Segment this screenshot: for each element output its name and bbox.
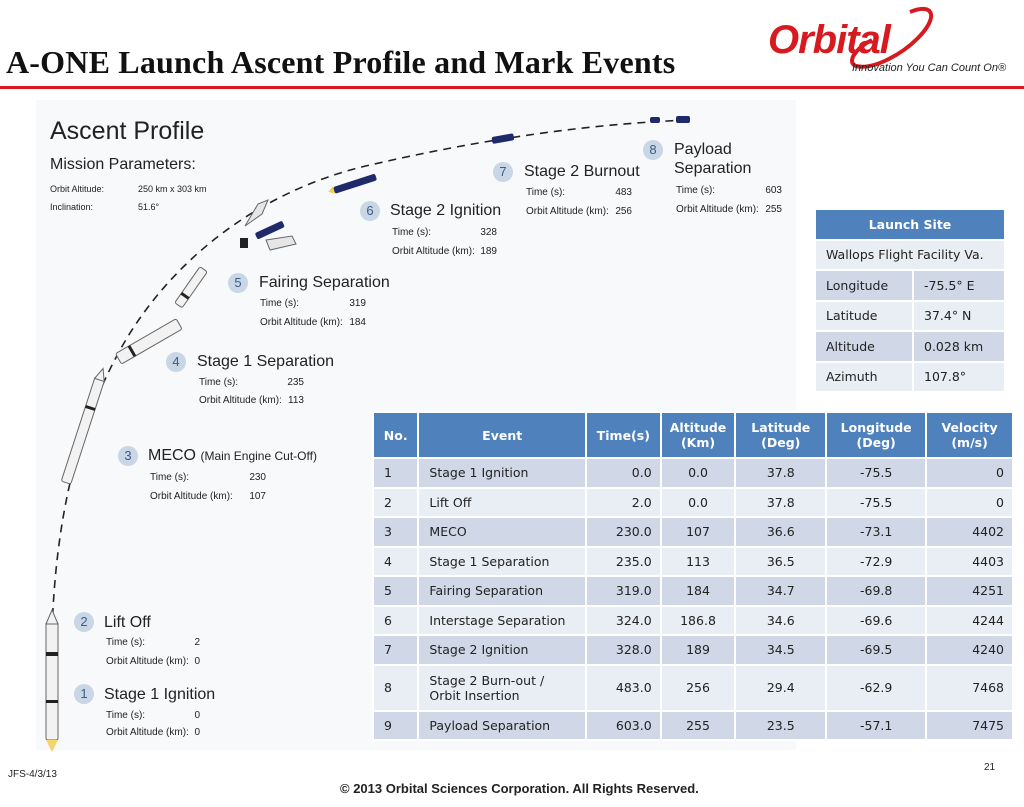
event-label: Orbit Altitude (km): — [676, 204, 759, 215]
param-label: Orbit Altitude: — [50, 184, 105, 194]
event-value: 113 — [288, 395, 304, 406]
cell-altitude: 255 — [661, 711, 736, 741]
event-value: 0 — [194, 656, 200, 667]
cell-longitude: -69.5 — [826, 635, 926, 665]
column-header-line1: Velocity — [941, 420, 998, 435]
mark-events-table — [372, 411, 1014, 741]
cell-no: 8 — [373, 665, 418, 711]
cell-event — [418, 665, 586, 711]
cell-longitude: -73.1 — [826, 517, 926, 547]
cell-event: Stage 2 Ignition — [418, 635, 586, 665]
launch-site-row — [815, 270, 1005, 301]
event-number-badge: 1 — [74, 684, 94, 704]
cell-time: 603.0 — [586, 711, 661, 741]
cell-altitude: 186.8 — [661, 606, 736, 636]
cell-no: 2 — [373, 488, 418, 518]
cell-velocity: 0 — [926, 488, 1013, 518]
launch-site-header: Launch Site — [815, 209, 1005, 240]
column-header-line1: Longitude — [840, 420, 912, 435]
copyright-notice: © 2013 Orbital Sciences Corporation. All Rights Reserved. — [340, 781, 699, 796]
cell-altitude: 0.0 — [661, 488, 736, 518]
cell-longitude: -75.5 — [826, 458, 926, 488]
event-label: Orbit Altitude (km): — [526, 206, 609, 217]
column-header — [418, 412, 586, 458]
cell-no: 5 — [373, 576, 418, 606]
event-value: 235 — [287, 377, 304, 388]
cell-altitude: 0.0 — [661, 458, 736, 488]
cell-time: 328.0 — [586, 635, 661, 665]
launch-site-row — [815, 301, 1005, 332]
cell-altitude: 189 — [661, 635, 736, 665]
cell-velocity: 4251 — [926, 576, 1013, 606]
rocket-fairing-separation-icon — [175, 267, 208, 308]
cell-latitude: 34.7 — [735, 576, 826, 606]
table-row — [373, 606, 1013, 636]
event-value: 0 — [194, 727, 200, 738]
rocket-on-pad-icon — [46, 610, 58, 752]
table-row — [373, 576, 1013, 606]
ascent-profile-heading: Ascent Profile — [50, 117, 205, 145]
column-header-line1: Latitude — [751, 420, 811, 435]
cell-latitude: 34.5 — [735, 635, 826, 665]
cell-longitude: -69.6 — [826, 606, 926, 636]
event-value: 483 — [615, 187, 632, 198]
cell-velocity: 4403 — [926, 547, 1013, 577]
launch-site-label: Altitude — [815, 331, 913, 362]
column-header-line2: (Deg) — [856, 435, 896, 450]
cell-event: MECO — [418, 517, 586, 547]
launch-site-label: Latitude — [815, 301, 913, 332]
cell-longitude: -62.9 — [826, 665, 926, 711]
table-header-row — [373, 412, 1013, 458]
cell-event: Fairing Separation — [418, 576, 586, 606]
event-label: Orbit Altitude (km): — [106, 656, 189, 667]
cell-latitude: 23.5 — [735, 711, 826, 741]
event-value: 189 — [480, 246, 497, 257]
column-header — [735, 412, 826, 458]
cell-altitude: 184 — [661, 576, 736, 606]
cell-time: 483.0 — [586, 665, 661, 711]
event-label: Orbit Altitude (km): — [199, 395, 282, 406]
table-row — [373, 488, 1013, 518]
param-label: Inclination: — [50, 202, 94, 212]
cell-event: Payload Separation — [418, 711, 586, 741]
cell-latitude: 37.8 — [735, 458, 826, 488]
event-label: Time (s): — [106, 637, 146, 648]
cell-time: 235.0 — [586, 547, 661, 577]
cell-time: 2.0 — [586, 488, 661, 518]
column-header-line1: Time(s) — [596, 427, 650, 443]
launch-site-label: Longitude — [815, 270, 913, 301]
cell-velocity: 7468 — [926, 665, 1013, 711]
cell-time: 324.0 — [586, 606, 661, 636]
cell-event-line1: Stage 2 Burn-out / — [429, 672, 545, 688]
stage2-ignition-icon — [255, 221, 285, 240]
cell-event: Stage 1 Separation — [418, 547, 586, 577]
cell-no: 1 — [373, 458, 418, 488]
launch-site-value: 0.028 km — [913, 331, 1005, 362]
table-row — [373, 458, 1013, 488]
event-value: 319 — [349, 298, 366, 309]
launch-site-value: 107.8° — [913, 362, 1005, 393]
logo-wordmark: Orbital — [768, 18, 890, 62]
column-header-line1: Event — [482, 427, 523, 443]
cell-event: Lift Off — [418, 488, 586, 518]
cell-time: 230.0 — [586, 517, 661, 547]
cell-longitude: -57.1 — [826, 711, 926, 741]
event-label: Time (s): — [260, 298, 300, 309]
event-value: 107 — [249, 491, 266, 502]
launch-site-row — [815, 362, 1005, 393]
cell-no: 3 — [373, 517, 418, 547]
event-title: Stage 2 Burnout — [524, 163, 640, 180]
cell-altitude: 107 — [661, 517, 736, 547]
event-label: Time (s): — [150, 472, 190, 483]
payload-separation-icon — [650, 116, 690, 123]
param-value: 250 km x 303 km — [138, 184, 207, 194]
event-value: 230 — [249, 472, 266, 483]
cell-velocity: 7475 — [926, 711, 1013, 741]
event-number-badge: 6 — [360, 201, 380, 221]
cell-time: 319.0 — [586, 576, 661, 606]
launch-site-row — [815, 331, 1005, 362]
cell-latitude: 36.5 — [735, 547, 826, 577]
event-label: Time (s): — [526, 187, 566, 198]
launch-site-value: 37.4° N — [913, 301, 1005, 332]
cell-no: 6 — [373, 606, 418, 636]
cell-event-line2: Orbit Insertion — [429, 687, 520, 703]
document-reference: JFS-4/3/13 — [8, 769, 57, 780]
column-header — [661, 412, 736, 458]
event-label: Time (s): — [392, 227, 432, 238]
table-row — [373, 711, 1013, 741]
column-header — [826, 412, 926, 458]
cell-latitude: 29.4 — [735, 665, 826, 711]
rocket-meco-icon — [61, 367, 108, 484]
event-title: Stage 1 Separation — [197, 353, 334, 370]
event-title: Payload — [674, 141, 732, 158]
cell-event: Stage 1 Ignition — [418, 458, 586, 488]
event-number-badge: 8 — [643, 140, 663, 160]
cell-latitude: 37.8 — [735, 488, 826, 518]
launch-site-value: -75.5° E — [913, 270, 1005, 301]
event-value: 184 — [349, 317, 366, 328]
event-value: 2 — [194, 637, 200, 648]
event-label: Orbit Altitude (km): — [392, 246, 475, 257]
page-title: A-ONE Launch Ascent Profile and Mark Events — [6, 44, 676, 80]
event-title-sub: (Main Engine Cut-Off) — [200, 449, 317, 463]
cell-event: Interstage Separation — [418, 606, 586, 636]
cell-longitude: -75.5 — [826, 488, 926, 518]
launch-site-name: Wallops Flight Facility Va. — [815, 240, 1005, 271]
event-number-badge: 3 — [118, 446, 138, 466]
logo-tagline: Innovation You Can Count On® — [852, 62, 1007, 74]
event-label: Time (s): — [199, 377, 239, 388]
cell-no: 7 — [373, 635, 418, 665]
event-label: Orbit Altitude (km): — [106, 727, 189, 738]
cell-velocity: 4240 — [926, 635, 1013, 665]
cell-velocity: 4402 — [926, 517, 1013, 547]
event-title-main: MECO — [148, 447, 196, 464]
table-row — [373, 635, 1013, 665]
event-label: Orbit Altitude (km): — [260, 317, 343, 328]
fairing-halves-icon — [240, 200, 296, 250]
event-title: Stage 2 Ignition — [390, 202, 502, 219]
cell-time: 0.0 — [586, 458, 661, 488]
cell-no: 9 — [373, 711, 418, 741]
event-value: 255 — [765, 204, 782, 215]
event-number-badge: 4 — [166, 352, 186, 372]
stage2-burnout-icon — [491, 133, 514, 144]
cell-velocity: 4244 — [926, 606, 1013, 636]
column-header — [373, 412, 418, 458]
event-value: 256 — [615, 206, 632, 217]
event-label: Orbit Altitude (km): — [150, 491, 233, 502]
event-value: 603 — [765, 185, 782, 196]
event-title-line2: Separation — [674, 160, 752, 177]
column-header-line2: (Deg) — [761, 435, 801, 450]
table-row — [373, 547, 1013, 577]
page-number: 21 — [984, 762, 996, 773]
event-value: 328 — [480, 227, 497, 238]
stage2-coast-icon — [327, 173, 377, 196]
event-number-badge: 2 — [74, 612, 94, 632]
event-label: Time (s): — [676, 185, 716, 196]
cell-velocity: 0 — [926, 458, 1013, 488]
column-header — [586, 412, 661, 458]
event-title — [148, 447, 317, 465]
cell-longitude: -72.9 — [826, 547, 926, 577]
event-value: 0 — [194, 710, 200, 721]
cell-altitude: 256 — [661, 665, 736, 711]
column-header-line1: Altitude — [669, 420, 727, 435]
table-row — [373, 665, 1013, 711]
launch-site-table — [814, 208, 1006, 393]
cell-latitude: 36.6 — [735, 517, 826, 547]
cell-latitude: 34.6 — [735, 606, 826, 636]
cell-altitude: 113 — [661, 547, 736, 577]
table-row — [373, 517, 1013, 547]
event-number-badge: 5 — [228, 273, 248, 293]
event-title: Lift Off — [104, 614, 151, 631]
column-header — [926, 412, 1013, 458]
mission-parameters-heading: Mission Parameters: — [50, 156, 196, 173]
launch-site-label: Azimuth — [815, 362, 913, 393]
event-title: Fairing Separation — [259, 274, 390, 291]
cell-no: 4 — [373, 547, 418, 577]
param-value: 51.6° — [138, 202, 160, 212]
column-header-line1: No. — [383, 427, 408, 443]
event-title: Stage 1 Ignition — [104, 686, 216, 703]
cell-longitude: -69.8 — [826, 576, 926, 606]
column-header-line2: (m/s) — [951, 435, 988, 450]
event-number-badge: 7 — [493, 162, 513, 182]
column-header-line2: (Km) — [680, 435, 716, 450]
event-label: Time (s): — [106, 710, 146, 721]
